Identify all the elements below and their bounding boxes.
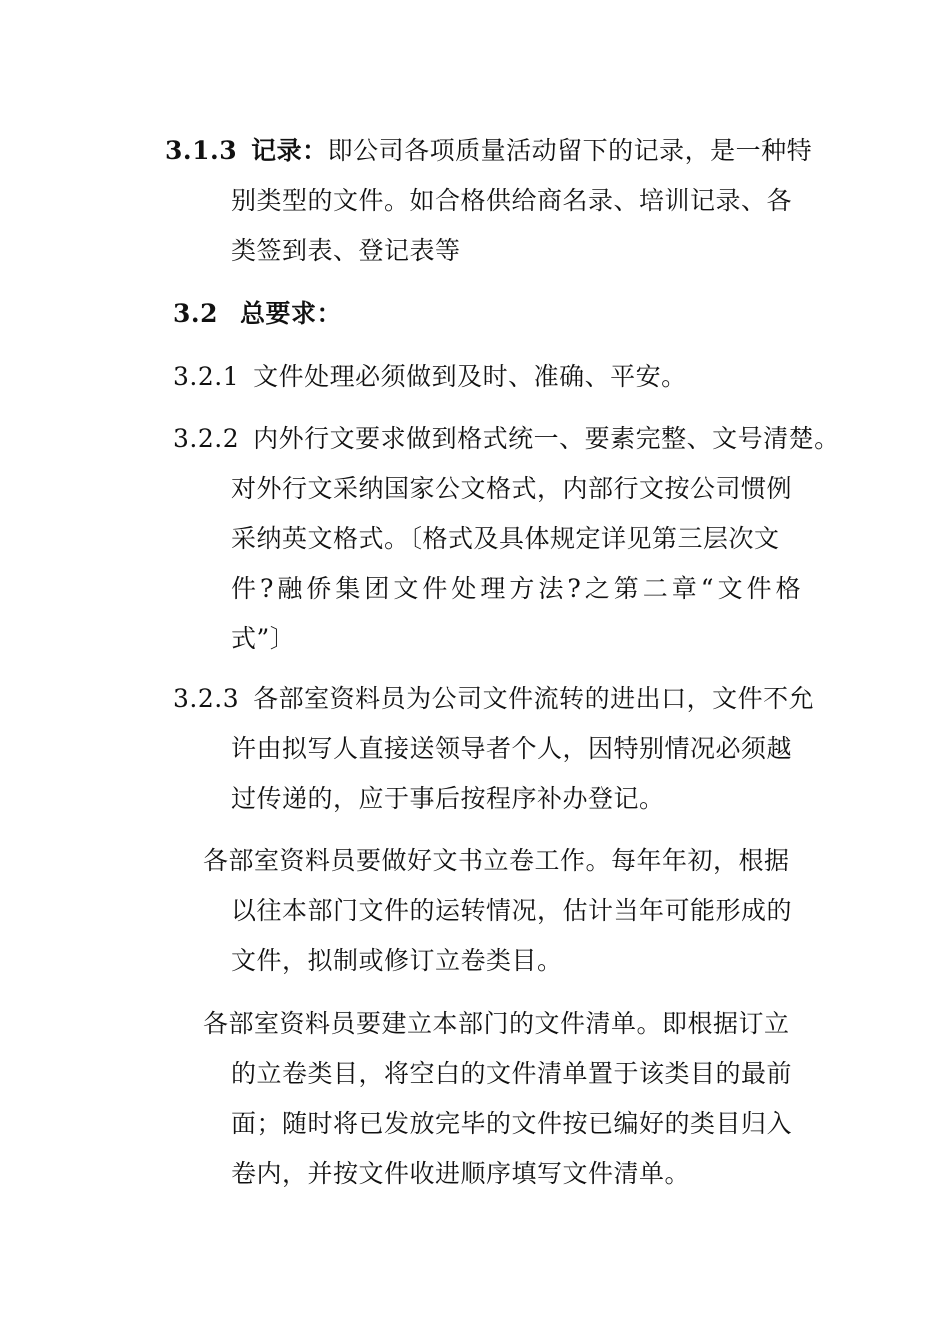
- paragraph-line: 各部室资料员要建立本部门的文件清单。即根据订立: [203, 1009, 790, 1038]
- paragraph-line: 采纳英文格式。〔格式及具体规定详见第三层次文: [231, 524, 780, 553]
- section-number: 3.2.1: [173, 362, 240, 391]
- section-3-1-3-first-line: [165, 126, 812, 176]
- paragraph-line: 式”〕: [231, 624, 296, 653]
- paragraph-line: 内外行文要求做到格式统一、要素完整、文号清楚。: [253, 424, 840, 453]
- section-3-2-1: [173, 352, 687, 402]
- section-3-2-3-first-line: [173, 674, 814, 724]
- section-3-2-2: [173, 414, 840, 664]
- section-number: 3.2.2: [173, 424, 240, 453]
- paragraph-line: 许由拟写人直接送领导者个人，因特别情况必须越: [231, 734, 793, 763]
- paragraph-line: 面；随时将已发放完毕的文件按已编好的类目归入: [231, 1109, 793, 1138]
- paragraph-archiving: [203, 836, 792, 986]
- section-number: 3.1.3: [165, 136, 238, 165]
- section-3-2-heading: [173, 289, 342, 339]
- paragraph-line: 文件处理必须做到及时、准确、平安。: [253, 362, 687, 391]
- paragraph-line: 以往本部门文件的运转情况，估计当年可能形成的: [231, 896, 793, 925]
- section-3-2-2-first-line: [173, 414, 840, 464]
- paragraph-line: 卷内，并按文件收进顺序填写文件清单。: [231, 1159, 691, 1188]
- paragraph-line: 的立卷类目，将空白的文件清单置于该类目的最前: [231, 1059, 793, 1088]
- paragraph-file-list: [203, 999, 792, 1199]
- section-3-1-3: [165, 126, 812, 276]
- paragraph-line: 别类型的文件。如合格供给商名录、培训记录、各: [231, 186, 793, 215]
- paragraph-line: 各部室资料员要做好文书立卷工作。每年年初，根据: [203, 846, 790, 875]
- section-3-2-3: [173, 674, 814, 824]
- paragraph-line: 各部室资料员为公司文件流转的进出口，文件不允: [253, 684, 815, 713]
- section-heading: 总要求：: [240, 299, 343, 328]
- paragraph-line: 件?融侨集团文件处理方法?之第二章“文件格: [231, 574, 805, 603]
- term-label: 记录：: [251, 136, 328, 165]
- paragraph-line: 文件，拟制或修订立卷类目。: [231, 946, 563, 975]
- section-number: 3.2.3: [173, 684, 240, 713]
- paragraph-line: 类签到表、登记表等: [231, 236, 461, 265]
- section-number: 3.2: [173, 299, 218, 328]
- paragraph-line: 对外行文采纳国家公文格式，内部行文按公司惯例: [231, 474, 793, 503]
- paragraph-line: 过传递的，应于事后按程序补办登记。: [231, 784, 665, 813]
- paragraph-line: 即公司各项质量活动留下的记录，是一种特: [327, 136, 813, 165]
